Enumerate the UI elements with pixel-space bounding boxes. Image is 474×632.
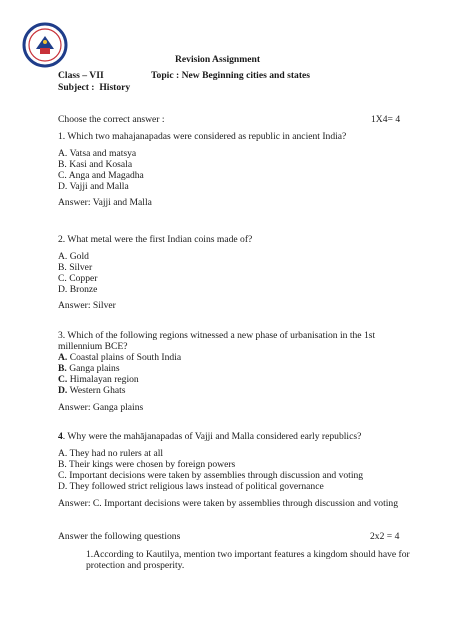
- question-4: [58, 431, 361, 443]
- q1-option-c: [58, 170, 144, 182]
- q1-option-a: [58, 148, 136, 160]
- option-letter: C.: [58, 273, 67, 284]
- q4-answer: Answer: C. Important decisions were taken by assemblies through discussion and voting: [58, 498, 398, 509]
- q2-option-a: [58, 251, 89, 263]
- option-text: Vatsa and matsya: [69, 148, 137, 159]
- option-text: Gold: [69, 251, 89, 262]
- option-letter: A.: [58, 352, 68, 363]
- option-letter: B.: [58, 159, 67, 170]
- option-letter: D.: [58, 385, 68, 396]
- option-letter: D.: [58, 481, 68, 492]
- q3-option-d: [58, 385, 126, 397]
- question-text: . Why were the mahājanapadas of Vajji and Malla considered early republics?: [62, 431, 362, 442]
- q3-option-a: [58, 352, 181, 364]
- section1-marks: 1X4= 4: [371, 114, 401, 125]
- option-text: Important decisions were taken by assemblies through discussion and voting: [69, 470, 364, 481]
- option-letter: C.: [58, 470, 67, 481]
- option-text: Their kings were chosen by foreign powers: [69, 459, 236, 470]
- option-text: Kasi and Kosala: [69, 159, 133, 170]
- option-text: They had no rulers at all: [69, 448, 164, 459]
- q2-option-d: [58, 284, 97, 296]
- assignment-title: Revision Assignment: [175, 54, 261, 65]
- q3-option-c: [58, 374, 139, 386]
- question-number: 4: [58, 431, 63, 442]
- section2-marks: 2x2 = 4: [370, 531, 400, 542]
- option-text: Western Ghats: [69, 385, 126, 396]
- q2-option-b: [58, 262, 92, 274]
- question-3-line1: 3. Which of the following regions witnessed a new phase of urbanisation in the 1st: [58, 330, 376, 341]
- option-text: Himalayan region: [69, 374, 139, 385]
- q1-answer: Answer: Vajji and Malla: [58, 197, 152, 208]
- option-text: Ganga plains: [69, 363, 120, 374]
- q4-option-a: [58, 448, 163, 460]
- option-letter: B.: [58, 459, 67, 470]
- subject-label-key: Subject :: [58, 82, 95, 93]
- school-logo: [22, 22, 68, 68]
- option-letter: C.: [58, 374, 68, 385]
- option-letter: B.: [58, 363, 67, 374]
- option-letter: A.: [58, 251, 68, 262]
- option-text: Vajji and Malla: [69, 181, 129, 192]
- option-text: They followed strict religious laws instead of political governance: [69, 481, 324, 492]
- subject-label: [58, 82, 130, 94]
- option-text: Silver: [69, 262, 93, 273]
- q4-option-d: [58, 481, 324, 493]
- option-text: Copper: [69, 273, 98, 284]
- q4-option-b: [58, 459, 235, 471]
- section1-instruction: Choose the correct answer :: [58, 114, 165, 125]
- q2-answer: Answer: Silver: [58, 300, 116, 311]
- question-3-line2: millennium BCE?: [58, 341, 128, 352]
- section2-question-1-line1: 1.According to Kautilya, mention two important features a kingdom should have for: [86, 549, 410, 560]
- section2-question-1-line2: protection and prosperity.: [86, 560, 185, 571]
- question-2: 2. What metal were the first Indian coins made of?: [58, 234, 253, 245]
- option-letter: D.: [58, 284, 68, 295]
- option-letter: A.: [58, 448, 68, 459]
- option-letter: B.: [58, 262, 67, 273]
- option-letter: D.: [58, 181, 68, 192]
- option-letter: C.: [58, 170, 67, 181]
- q1-option-b: [58, 159, 132, 171]
- option-letter: A.: [58, 148, 68, 159]
- class-label: Class – VII: [58, 70, 104, 81]
- q3-answer: Answer: Ganga plains: [58, 402, 144, 413]
- section2-instruction: Answer the following questions: [58, 531, 181, 542]
- option-text: Anga and Magadha: [68, 170, 144, 181]
- q2-option-c: [58, 273, 97, 285]
- topic-label: Topic : New Beginning cities and states: [151, 70, 311, 81]
- option-text: Coastal plains of South India: [69, 352, 182, 363]
- q3-option-b: [58, 363, 120, 375]
- option-text: Bronze: [69, 284, 98, 295]
- subject-value: History: [99, 82, 131, 93]
- q1-option-d: [58, 181, 129, 193]
- q4-option-c: [58, 470, 363, 482]
- question-1: 1. Which two mahajanapadas were considered as republic in ancient India?: [58, 131, 347, 142]
